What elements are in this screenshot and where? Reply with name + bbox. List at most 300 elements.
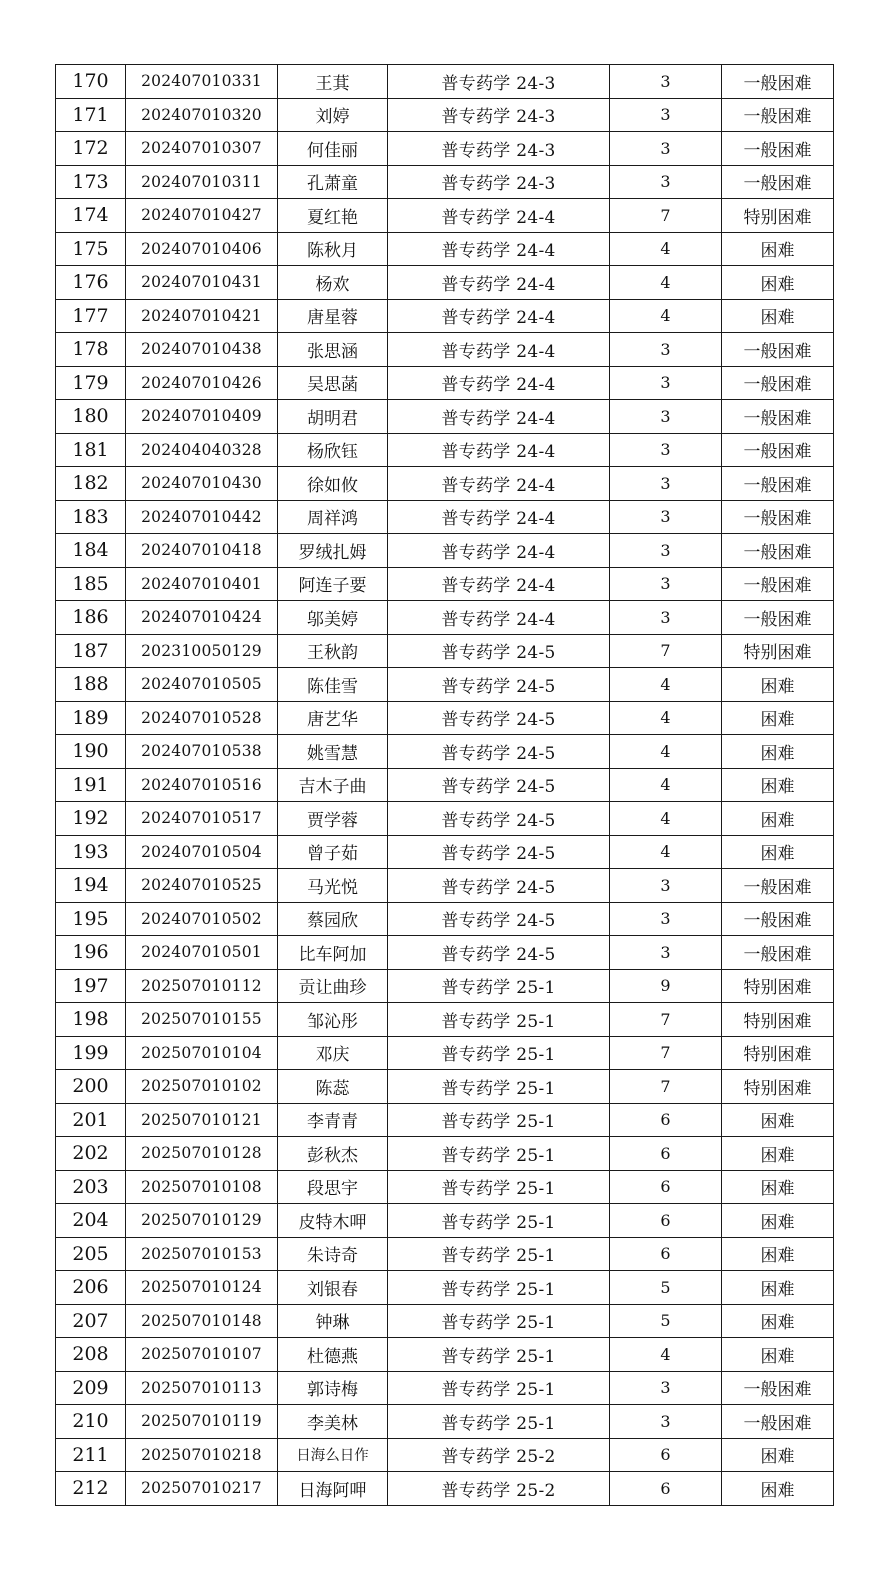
student-id-cell: 202407010307 [126,132,278,166]
row-number-cell: 211 [56,1438,126,1472]
difficulty-level-cell: 特别困难 [722,969,834,1003]
student-id-cell: 202507010102 [126,1070,278,1104]
score-cell: 4 [610,232,722,266]
score-cell: 3 [610,366,722,400]
class-name-cell: 普专药学 25-1 [388,1204,610,1238]
class-name-cell: 普专药学 24-4 [388,199,610,233]
student-id-cell: 202407010427 [126,199,278,233]
class-name-cell: 普专药学 24-4 [388,299,610,333]
row-number-cell: 177 [56,299,126,333]
class-name-cell: 普专药学 25-1 [388,1070,610,1104]
table-row [56,936,834,970]
roster-table [55,64,834,1506]
difficulty-level-cell: 困难 [722,1338,834,1372]
difficulty-level-cell: 一般困难 [722,333,834,367]
class-name-cell: 普专药学 24-4 [388,534,610,568]
table-row [56,132,834,166]
difficulty-level-cell: 困难 [722,1271,834,1305]
row-number-cell: 188 [56,668,126,702]
difficulty-level-cell: 特别困难 [722,1003,834,1037]
class-name-cell: 普专药学 25-1 [388,969,610,1003]
class-name-cell: 普专药学 24-5 [388,902,610,936]
class-name-cell: 普专药学 24-3 [388,98,610,132]
difficulty-level-cell: 困难 [722,299,834,333]
score-cell: 6 [610,1472,722,1506]
row-number-cell: 210 [56,1405,126,1439]
row-number-cell: 199 [56,1036,126,1070]
class-name-cell: 普专药学 25-1 [388,1271,610,1305]
row-number-cell: 206 [56,1271,126,1305]
student-id-cell: 202507010217 [126,1472,278,1506]
student-name-cell: 罗绒扎姆 [278,534,388,568]
student-id-cell: 202507010112 [126,969,278,1003]
row-number-cell: 185 [56,567,126,601]
class-name-cell: 普专药学 24-4 [388,366,610,400]
table-row [56,835,834,869]
table-row [56,902,834,936]
class-name-cell: 普专药学 25-2 [388,1472,610,1506]
score-cell: 3 [610,467,722,501]
student-name-cell: 邓庆 [278,1036,388,1070]
difficulty-level-cell: 特别困难 [722,1036,834,1070]
difficulty-level-cell: 困难 [722,266,834,300]
score-cell: 4 [610,802,722,836]
class-name-cell: 普专药学 25-1 [388,1003,610,1037]
table-row [56,1204,834,1238]
row-number-cell: 173 [56,165,126,199]
class-name-cell: 普专药学 24-3 [388,165,610,199]
student-id-cell: 202407010406 [126,232,278,266]
score-cell: 3 [610,534,722,568]
student-name-cell: 钟琳 [278,1304,388,1338]
difficulty-level-cell: 一般困难 [722,132,834,166]
class-name-cell: 普专药学 24-4 [388,500,610,534]
student-name-cell: 孔萧童 [278,165,388,199]
row-number-cell: 212 [56,1472,126,1506]
student-id-cell: 202407010421 [126,299,278,333]
table-row [56,969,834,1003]
student-name-cell: 吴思菡 [278,366,388,400]
student-name-cell: 彭秋杰 [278,1137,388,1171]
student-id-cell: 202507010153 [126,1237,278,1271]
student-id-cell: 202407010504 [126,835,278,869]
class-name-cell: 普专药学 24-4 [388,400,610,434]
table-row [56,98,834,132]
table-row [56,1237,834,1271]
class-name-cell: 普专药学 24-3 [388,65,610,99]
table-row [56,500,834,534]
student-id-cell: 202407010538 [126,735,278,769]
score-cell: 3 [610,165,722,199]
student-name-cell: 刘银春 [278,1271,388,1305]
student-name-cell: 何佳丽 [278,132,388,166]
row-number-cell: 175 [56,232,126,266]
row-number-cell: 184 [56,534,126,568]
student-name-cell: 杜德燕 [278,1338,388,1372]
row-number-cell: 191 [56,768,126,802]
score-cell: 3 [610,936,722,970]
student-name-cell: 唐星蓉 [278,299,388,333]
score-cell: 6 [610,1237,722,1271]
table-row [56,199,834,233]
table-row [56,1103,834,1137]
student-id-cell: 202507010124 [126,1271,278,1305]
class-name-cell: 普专药学 24-4 [388,601,610,635]
score-cell: 9 [610,969,722,1003]
score-cell: 5 [610,1304,722,1338]
student-name-cell: 张思涵 [278,333,388,367]
class-name-cell: 普专药学 25-1 [388,1036,610,1070]
table-row [56,567,834,601]
student-id-cell: 202507010104 [126,1036,278,1070]
roster-body [56,65,834,1506]
student-id-cell: 202310050129 [126,634,278,668]
student-id-cell: 202507010113 [126,1371,278,1405]
table-row [56,634,834,668]
class-name-cell: 普专药学 25-1 [388,1237,610,1271]
student-id-cell: 202407010311 [126,165,278,199]
score-cell: 6 [610,1103,722,1137]
student-name-cell: 马光悦 [278,869,388,903]
student-id-cell: 202507010218 [126,1438,278,1472]
class-name-cell: 普专药学 24-5 [388,869,610,903]
class-name-cell: 普专药学 24-5 [388,936,610,970]
row-number-cell: 202 [56,1137,126,1171]
class-name-cell: 普专药学 24-5 [388,768,610,802]
difficulty-level-cell: 困难 [722,1438,834,1472]
table-row [56,601,834,635]
student-id-cell: 202407010438 [126,333,278,367]
table-row [56,1137,834,1171]
score-cell: 7 [610,199,722,233]
table-row [56,65,834,99]
row-number-cell: 187 [56,634,126,668]
score-cell: 4 [610,299,722,333]
student-name-cell: 李美林 [278,1405,388,1439]
class-name-cell: 普专药学 24-5 [388,668,610,702]
difficulty-level-cell: 一般困难 [722,165,834,199]
student-id-cell: 202407010517 [126,802,278,836]
difficulty-level-cell: 困难 [722,768,834,802]
difficulty-level-cell: 困难 [722,802,834,836]
difficulty-level-cell: 一般困难 [722,1371,834,1405]
table-row [56,400,834,434]
row-number-cell: 186 [56,601,126,635]
row-number-cell: 192 [56,802,126,836]
difficulty-level-cell: 困难 [722,1204,834,1238]
student-name-cell: 李青青 [278,1103,388,1137]
class-name-cell: 普专药学 24-3 [388,132,610,166]
score-cell: 7 [610,1070,722,1104]
score-cell: 3 [610,433,722,467]
class-name-cell: 普专药学 25-1 [388,1338,610,1372]
student-id-cell: 202507010155 [126,1003,278,1037]
score-cell: 4 [610,735,722,769]
row-number-cell: 196 [56,936,126,970]
row-number-cell: 208 [56,1338,126,1372]
class-name-cell: 普专药学 24-5 [388,634,610,668]
student-name-cell: 夏红艳 [278,199,388,233]
difficulty-level-cell: 一般困难 [722,433,834,467]
student-id-cell: 202404040328 [126,433,278,467]
class-name-cell: 普专药学 24-4 [388,467,610,501]
class-name-cell: 普专药学 25-2 [388,1438,610,1472]
score-cell: 4 [610,701,722,735]
row-number-cell: 182 [56,467,126,501]
class-name-cell: 普专药学 24-4 [388,333,610,367]
difficulty-level-cell: 特别困难 [722,1070,834,1104]
difficulty-level-cell: 困难 [722,1237,834,1271]
difficulty-level-cell: 一般困难 [722,601,834,635]
student-id-cell: 202407010426 [126,366,278,400]
score-cell: 4 [610,768,722,802]
table-row [56,735,834,769]
score-cell: 3 [610,1405,722,1439]
difficulty-level-cell: 特别困难 [722,199,834,233]
score-cell: 3 [610,65,722,99]
score-cell: 4 [610,1338,722,1372]
student-id-cell: 202407010431 [126,266,278,300]
row-number-cell: 176 [56,266,126,300]
row-number-cell: 189 [56,701,126,735]
student-id-cell: 202507010129 [126,1204,278,1238]
row-number-cell: 171 [56,98,126,132]
student-id-cell: 202507010119 [126,1405,278,1439]
row-number-cell: 205 [56,1237,126,1271]
score-cell: 3 [610,500,722,534]
student-name-cell: 王秋韵 [278,634,388,668]
difficulty-level-cell: 一般困难 [722,65,834,99]
table-row [56,1405,834,1439]
difficulty-level-cell: 困难 [722,1170,834,1204]
table-row [56,1003,834,1037]
score-cell: 4 [610,835,722,869]
roster-sheet [55,64,833,1506]
score-cell: 3 [610,902,722,936]
table-row [56,232,834,266]
student-name-cell: 王萁 [278,65,388,99]
student-name-cell: 陈秋月 [278,232,388,266]
student-name-cell: 杨欣钰 [278,433,388,467]
table-row [56,299,834,333]
difficulty-level-cell: 一般困难 [722,500,834,534]
table-row [56,266,834,300]
class-name-cell: 普专药学 24-5 [388,835,610,869]
score-cell: 3 [610,601,722,635]
student-name-cell: 徐如攸 [278,467,388,501]
score-cell: 5 [610,1271,722,1305]
student-id-cell: 202407010430 [126,467,278,501]
table-row [56,1036,834,1070]
difficulty-level-cell: 困难 [722,1103,834,1137]
student-id-cell: 202407010331 [126,65,278,99]
difficulty-level-cell: 一般困难 [722,936,834,970]
student-name-cell: 贡让曲珍 [278,969,388,1003]
score-cell: 6 [610,1137,722,1171]
student-name-cell: 比车阿加 [278,936,388,970]
score-cell: 3 [610,132,722,166]
score-cell: 3 [610,869,722,903]
table-row [56,467,834,501]
table-row [56,1304,834,1338]
row-number-cell: 198 [56,1003,126,1037]
student-name-cell: 杨欢 [278,266,388,300]
score-cell: 7 [610,1003,722,1037]
difficulty-level-cell: 一般困难 [722,567,834,601]
student-id-cell: 202407010505 [126,668,278,702]
class-name-cell: 普专药学 24-4 [388,433,610,467]
score-cell: 7 [610,1036,722,1070]
difficulty-level-cell: 困难 [722,735,834,769]
row-number-cell: 180 [56,400,126,434]
student-name-cell: 贾学蓉 [278,802,388,836]
student-id-cell: 202407010320 [126,98,278,132]
difficulty-level-cell: 一般困难 [722,869,834,903]
score-cell: 3 [610,98,722,132]
score-cell: 4 [610,668,722,702]
student-id-cell: 202407010502 [126,902,278,936]
table-row [56,1472,834,1506]
table-row [56,668,834,702]
table-row [56,165,834,199]
class-name-cell: 普专药学 24-5 [388,802,610,836]
student-name-cell: 邬美婷 [278,601,388,635]
row-number-cell: 179 [56,366,126,400]
table-row [56,1338,834,1372]
difficulty-level-cell: 困难 [722,835,834,869]
student-name-cell: 朱诗奇 [278,1237,388,1271]
class-name-cell: 普专药学 24-4 [388,232,610,266]
table-row [56,701,834,735]
table-row [56,1371,834,1405]
score-cell: 3 [610,1371,722,1405]
row-number-cell: 200 [56,1070,126,1104]
student-name-cell: 段思宇 [278,1170,388,1204]
student-id-cell: 202507010108 [126,1170,278,1204]
difficulty-level-cell: 一般困难 [722,98,834,132]
class-name-cell: 普专药学 25-1 [388,1304,610,1338]
student-name-cell: 蔡园欣 [278,902,388,936]
student-id-cell: 202407010528 [126,701,278,735]
difficulty-level-cell: 一般困难 [722,1405,834,1439]
score-cell: 3 [610,567,722,601]
table-row [56,1070,834,1104]
score-cell: 6 [610,1170,722,1204]
score-cell: 6 [610,1204,722,1238]
class-name-cell: 普专药学 24-5 [388,701,610,735]
difficulty-level-cell: 一般困难 [722,366,834,400]
table-row [56,366,834,400]
class-name-cell: 普专药学 25-1 [388,1371,610,1405]
difficulty-level-cell: 困难 [722,1137,834,1171]
difficulty-level-cell: 特别困难 [722,634,834,668]
score-cell: 4 [610,266,722,300]
student-name-cell: 日海么日作 [278,1438,388,1472]
difficulty-level-cell: 困难 [722,1304,834,1338]
row-number-cell: 209 [56,1371,126,1405]
student-name-cell: 曾子茹 [278,835,388,869]
student-id-cell: 202407010409 [126,400,278,434]
row-number-cell: 197 [56,969,126,1003]
student-id-cell: 202507010128 [126,1137,278,1171]
class-name-cell: 普专药学 24-4 [388,266,610,300]
student-name-cell: 周祥鸿 [278,500,388,534]
student-name-cell: 日海阿呷 [278,1472,388,1506]
row-number-cell: 190 [56,735,126,769]
student-id-cell: 202407010401 [126,567,278,601]
row-number-cell: 203 [56,1170,126,1204]
student-name-cell: 阿连子要 [278,567,388,601]
score-cell: 6 [610,1438,722,1472]
difficulty-level-cell: 一般困难 [722,467,834,501]
row-number-cell: 181 [56,433,126,467]
student-id-cell: 202407010525 [126,869,278,903]
table-row [56,1438,834,1472]
row-number-cell: 204 [56,1204,126,1238]
student-id-cell: 202507010107 [126,1338,278,1372]
class-name-cell: 普专药学 25-1 [388,1103,610,1137]
row-number-cell: 170 [56,65,126,99]
difficulty-level-cell: 一般困难 [722,534,834,568]
difficulty-level-cell: 一般困难 [722,902,834,936]
row-number-cell: 172 [56,132,126,166]
class-name-cell: 普专药学 24-4 [388,567,610,601]
score-cell: 3 [610,400,722,434]
row-number-cell: 195 [56,902,126,936]
student-id-cell: 202407010424 [126,601,278,635]
difficulty-level-cell: 困难 [722,1472,834,1506]
student-name-cell: 刘婷 [278,98,388,132]
student-id-cell: 202407010418 [126,534,278,568]
student-name-cell: 陈蕊 [278,1070,388,1104]
student-id-cell: 202407010516 [126,768,278,802]
row-number-cell: 194 [56,869,126,903]
class-name-cell: 普专药学 25-1 [388,1170,610,1204]
student-id-cell: 202407010442 [126,500,278,534]
table-row [56,433,834,467]
student-id-cell: 202407010501 [126,936,278,970]
score-cell: 7 [610,634,722,668]
student-name-cell: 吉木子曲 [278,768,388,802]
student-name-cell: 邹沁彤 [278,1003,388,1037]
table-row [56,869,834,903]
student-name-cell: 陈佳雪 [278,668,388,702]
student-id-cell: 202507010121 [126,1103,278,1137]
table-row [56,534,834,568]
table-row [56,1170,834,1204]
difficulty-level-cell: 一般困难 [722,400,834,434]
class-name-cell: 普专药学 25-1 [388,1405,610,1439]
table-row [56,768,834,802]
row-number-cell: 178 [56,333,126,367]
score-cell: 3 [610,333,722,367]
difficulty-level-cell: 困难 [722,701,834,735]
row-number-cell: 193 [56,835,126,869]
table-row [56,802,834,836]
student-name-cell: 皮特木呷 [278,1204,388,1238]
student-name-cell: 郭诗梅 [278,1371,388,1405]
row-number-cell: 207 [56,1304,126,1338]
student-name-cell: 唐艺华 [278,701,388,735]
table-row [56,333,834,367]
row-number-cell: 174 [56,199,126,233]
row-number-cell: 183 [56,500,126,534]
difficulty-level-cell: 困难 [722,668,834,702]
student-name-cell: 胡明君 [278,400,388,434]
student-id-cell: 202507010148 [126,1304,278,1338]
row-number-cell: 201 [56,1103,126,1137]
class-name-cell: 普专药学 24-5 [388,735,610,769]
